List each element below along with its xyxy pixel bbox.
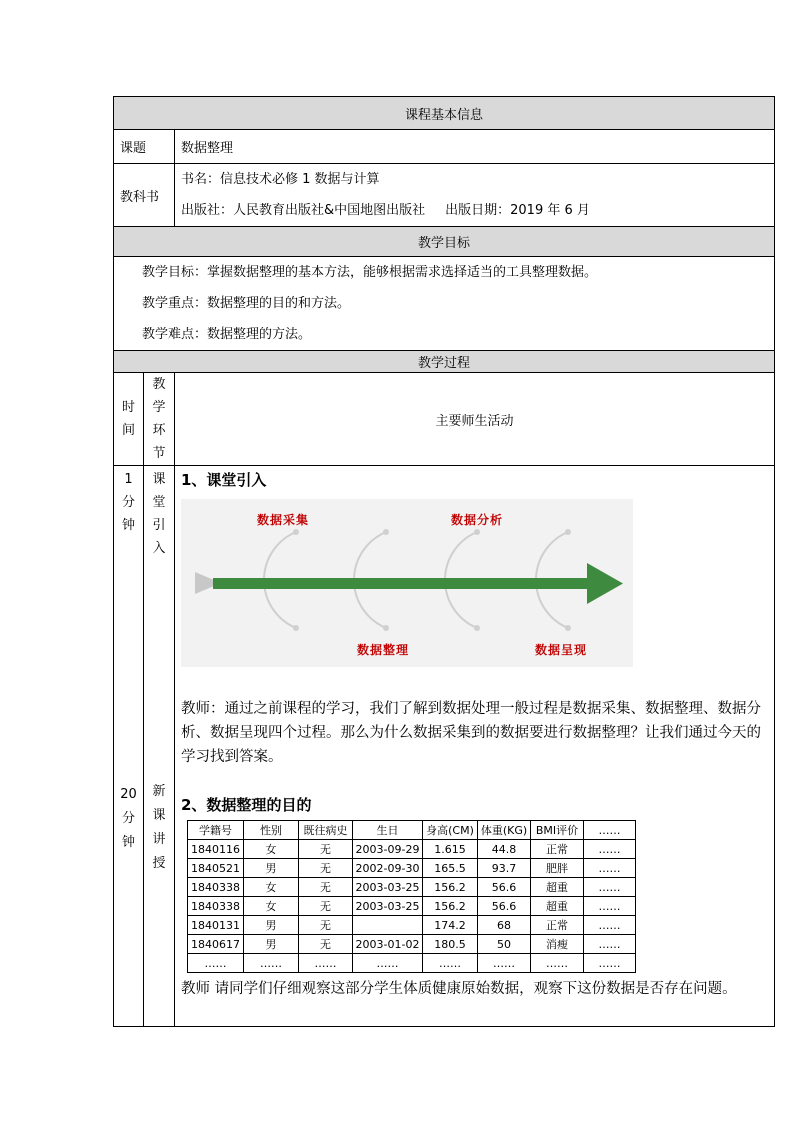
table-row: 1840338 女 无 2003-03-25 156.2 56.6 超重 ……	[188, 897, 636, 916]
table-row: 1840116 女 无 2003-09-29 1.615 44.8 正常 ……	[188, 840, 636, 859]
process-header-time: 时间	[114, 373, 144, 466]
col-header-id: 学籍号	[188, 821, 244, 840]
time-part2: 20分钟	[120, 787, 137, 850]
col-header-height: 身高(CM)	[423, 821, 478, 840]
time-cell	[114, 466, 144, 1027]
stage-cell	[144, 466, 175, 1027]
col-header-history: 既往病史	[299, 821, 353, 840]
teacher-intro-text: 教师：通过之前课程的学习，我们了解到数据处理一般过程是数据采集、数据整理、数据分析、数据呈现四个过程。那么为什么数据采集到的数据要进行数据整理？让我们通过今天的学习找到答案。	[181, 701, 761, 765]
col-header-more: ……	[584, 821, 636, 840]
stage-present: 数据呈现	[535, 643, 588, 657]
table-row: 1840131 男 无 174.2 68 正常 ……	[188, 916, 636, 935]
col-header-bmi: BMI评价	[531, 821, 584, 840]
topic-label: 课题	[114, 130, 175, 164]
arrow-shaft	[213, 578, 589, 589]
stage-part1: 课堂引入	[152, 472, 166, 556]
process-header-activity: 主要师生活动	[175, 373, 775, 466]
textbook-info	[175, 164, 775, 227]
heading-purpose: 2、数据整理的目的	[181, 796, 312, 814]
objective-key-point: 教学重点：数据整理的目的和方法。	[142, 296, 351, 311]
table-row: …… …… …… …… …… …… …… ……	[188, 954, 636, 973]
table-row: 1840521 男 无 2002-09-30 165.5 93.7 肥胖 ……	[188, 859, 636, 878]
time-part1: 1分钟	[121, 472, 135, 533]
stage-organize: 数据整理	[357, 643, 410, 657]
arrow-head	[587, 563, 623, 604]
section-basic-info: 课程基本信息	[114, 97, 775, 130]
objective-difficulty: 教学难点：数据整理的方法。	[142, 327, 312, 342]
section-objectives: 教学目标	[114, 227, 775, 257]
col-header-gender: 性别	[244, 821, 299, 840]
col-header-weight: 体重(KG)	[478, 821, 531, 840]
col-header-birthday: 生日	[353, 821, 423, 840]
student-health-data-table	[187, 820, 636, 973]
objectives-block	[114, 257, 775, 351]
textbook-date: 出版日期：2019 年 6 月	[445, 203, 590, 218]
activity-cell	[175, 466, 775, 1027]
table-row: 1840617 男 无 2003-01-02 180.5 50 消瘦 ……	[188, 935, 636, 954]
stage-collect: 数据采集	[257, 513, 310, 527]
stage-analyze: 数据分析	[451, 513, 504, 527]
textbook-label: 教科书	[114, 164, 175, 227]
objective-goal: 教学目标：掌握数据整理的基本方法，能够根据需求选择适当的工具整理数据。	[142, 265, 598, 280]
lesson-plan-table	[113, 96, 775, 1027]
data-process-diagram	[181, 499, 633, 667]
topic-value: 数据整理	[175, 130, 775, 164]
section-process: 教学过程	[114, 351, 775, 373]
table-row: 1840338 女 无 2003-03-25 156.2 56.6 超重 ……	[188, 878, 636, 897]
teacher-question-text: 教师 请同学们仔细观察这部分学生体质健康原始数据，观察下这份数据是否存在问题。	[181, 981, 737, 997]
stage-part2: 新课讲授	[152, 784, 166, 871]
textbook-publisher: 出版社：人民教育出版社&中国地图出版社	[181, 203, 426, 218]
process-header-stage: 教学环节	[144, 373, 175, 466]
heading-intro: 1、课堂引入	[181, 471, 267, 489]
textbook-book: 书名：信息技术必修 1 数据与计算	[181, 172, 380, 187]
table-header-row	[188, 821, 636, 840]
